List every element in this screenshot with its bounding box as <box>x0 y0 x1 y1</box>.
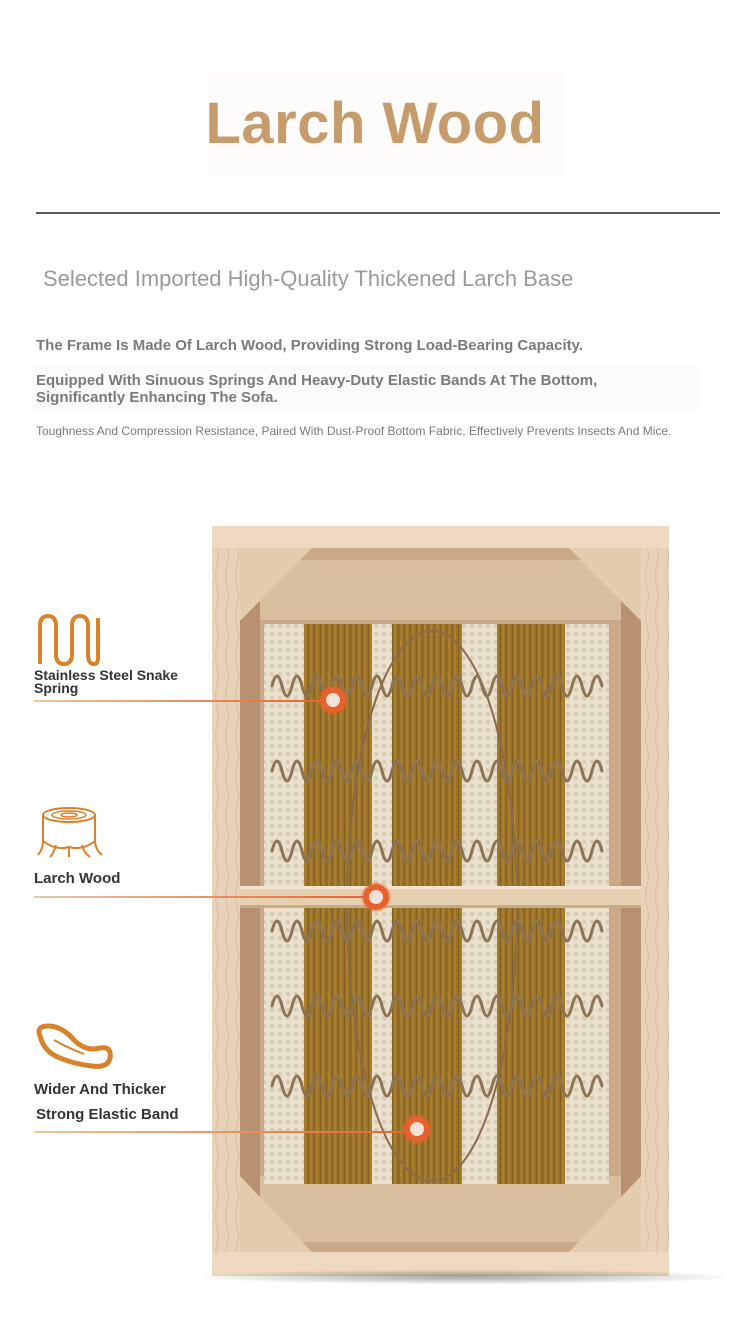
wood-pointer-line <box>34 896 374 898</box>
page-title: Larch Wood <box>205 91 545 156</box>
band-marker <box>404 1116 430 1142</box>
spring-label-line-1: Stainless Steel Snake <box>34 667 178 683</box>
tree-stump-icon <box>36 805 106 861</box>
description-line-2: Equipped With Sinuous Springs And Heavy-Duty Elastic Bands At The Bottom, Significantly Enhancing The Sofa. <box>36 372 598 406</box>
band-label-line-1: Wider And Thicker <box>34 1081 166 1098</box>
sofa-base-photo <box>212 526 669 1276</box>
band-pointer-line <box>34 1131 416 1133</box>
spring-marker <box>320 687 346 713</box>
photo-shadow <box>205 1270 725 1284</box>
spring-label-line-2: Spring <box>34 680 79 696</box>
subtitle: Selected Imported High-Quality Thickened Larch Base <box>43 266 574 291</box>
band-label-line-2: Strong Elastic Band <box>36 1106 179 1123</box>
elastic-band-icon <box>34 1022 114 1070</box>
description-line-1: The Frame Is Made Of Larch Wood, Providing Strong Load-Bearing Capacity. <box>36 337 584 354</box>
snake-spring-icon <box>34 612 102 668</box>
description-line-3: Toughness And Compression Resistance, Paired With Dust-Proof Bottom Fabric, Effectively Prevents Insects And Mice. <box>36 424 672 438</box>
wood-label: Larch Wood <box>34 870 121 887</box>
wood-marker <box>363 884 389 910</box>
spring-pointer-line <box>34 700 332 702</box>
divider <box>36 212 720 214</box>
